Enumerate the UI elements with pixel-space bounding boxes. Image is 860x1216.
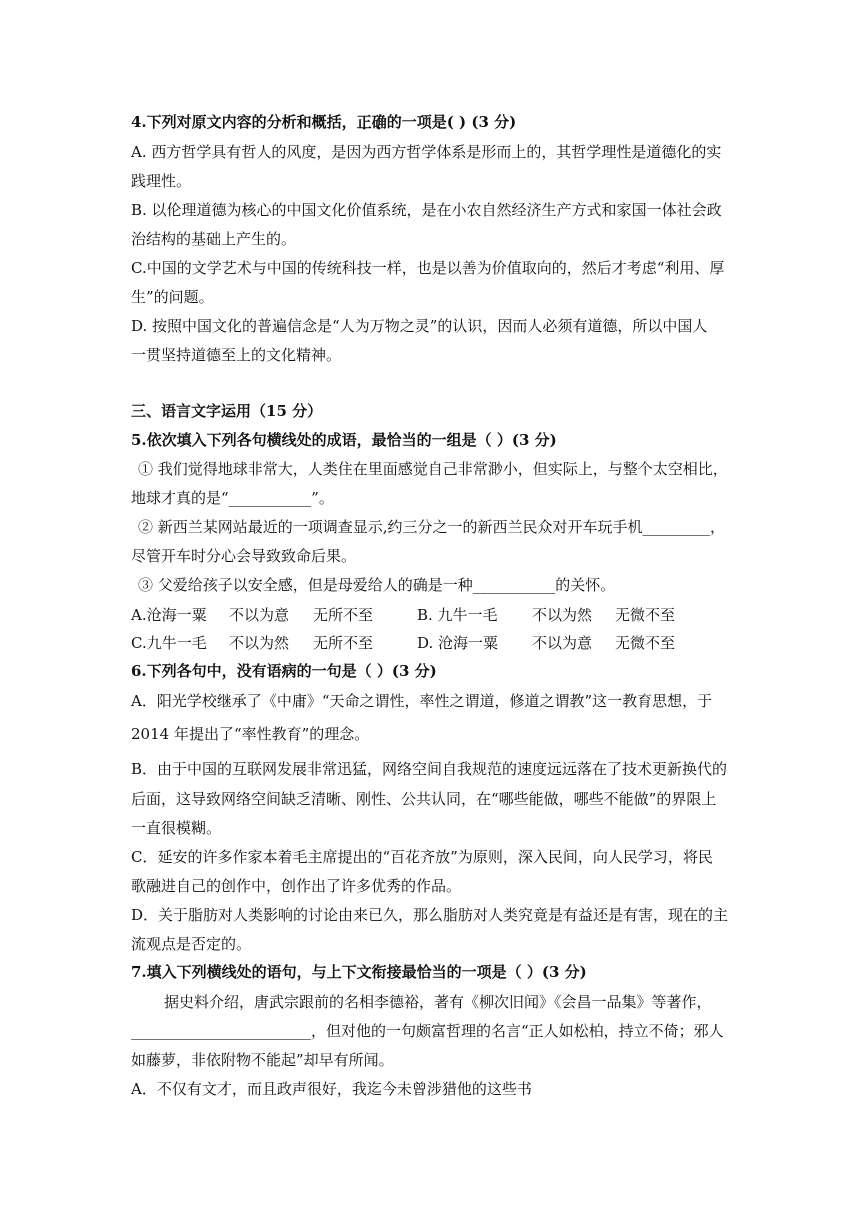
q5-line: ② 新西兰某网站最近的一项调查显示,约三分之一的新西兰民众对开车玩手机_________， <box>138 518 726 536</box>
q6-line: C．延安的许多作家本着毛主席提出的“百花齐放”为原则，深入民间，向人民学习，将民 <box>131 848 713 866</box>
q4-line: A. 西方哲学具有哲人的风度，是因为西方哲学体系是形而上的，其哲学理性是道德化的实 <box>131 143 722 161</box>
q5-line: ① 我们觉得地球非常大，人类住在里面感觉自己非常渺小，但实际上，与整个太空相比， <box>138 460 728 478</box>
q4-line: C.中国的文学艺术与中国的传统科技一样，也是以善为价值取向的，然后才考虑“利用、厚 <box>131 259 725 277</box>
q6-line: 歌融进自己的创作中，创作出了许多优秀的作品。 <box>131 877 462 895</box>
q4-emphasis-char-1: 正 <box>356 113 372 131</box>
q4-stem <box>131 112 516 132</box>
q5-option-word: 无所不至 <box>313 606 374 624</box>
q6-line: A．阳光学校继承了《中庸》“天命之谓性，率性之谓道，修道之谓教”这一教育思想，于 <box>131 692 713 710</box>
q5-option-word: 不以为然 <box>532 606 593 624</box>
q7-line: A．不仅有文才，而且政声很好，我迄今未曾涉猎他的这些书 <box>131 1080 532 1098</box>
q4-line: 生”的问题。 <box>131 288 214 306</box>
q5-option-d: D. 沧海一粟 <box>417 634 499 652</box>
q4-emphasis-char-2: 确 <box>371 113 387 131</box>
q4-line: 践理性。 <box>131 172 192 190</box>
q4-stem-post: 的一项是( ) (3 分) <box>386 113 517 131</box>
q6-line: D．关于脂肪对人类影响的讨论由来已久，那么脂肪对人类究竟是有益还是有害，现在的主 <box>131 906 729 924</box>
q4-line: B. 以伦理道德为核心的中国文化价值系统，是在小农自然经济生产方式和家国一体社会政 <box>131 201 722 219</box>
q4-line: 一贯坚持道德至上的文化精神。 <box>131 346 342 364</box>
q5-option-word: 无所不至 <box>313 634 374 652</box>
q5-line: 尽管开车时分心会导致致命后果。 <box>131 547 357 565</box>
q5-stem: 5.依次填入下列各句横线处的成语，最恰当的一组是（ ）(3 分) <box>131 431 557 449</box>
q5-option-word: 无微不至 <box>615 634 676 652</box>
q5-option-word: 不以为意 <box>532 634 593 652</box>
q5-option-c: C.九牛一毛 <box>131 634 207 652</box>
q5-option-word: 不以为意 <box>229 606 290 624</box>
q4-stem-pre: 4.下列对原文内容的分析和概括， <box>131 113 357 131</box>
q6-line: 后面，这导致网络空间缺乏清晰、刚性、公共认同，在“哪些能做，哪些不能做”的界限上 <box>131 790 717 808</box>
q5-option-b: B. 九牛一毛 <box>417 606 498 624</box>
q6-line: 2014 年提出了“率性教育”的理念。 <box>131 725 370 743</box>
q7-line: ________________________，但对他的一句颇富哲理的名言“正人如松柏，持立不倚；邪人 <box>131 1022 724 1040</box>
q6-line: 一直很模糊。 <box>131 819 222 837</box>
q5-line: ③ 父爱给孩子以安全感，但是母爱给人的确是一种___________的关怀。 <box>138 576 616 594</box>
section-title: 三、语言文字运用（15 分） <box>131 402 323 420</box>
q6-line: B．由于中国的互联网发展非常迅猛，网络空间自我规范的速度远远落在了技术更新换代的 <box>131 760 728 778</box>
q4-line: D. 按照中国文化的普遍信念是“人为万物之灵”的认识，因而人必须有道德，所以中国人 <box>131 317 708 335</box>
q6-stem: 6.下列各句中，没有语病的一句是（ ）(3 分) <box>131 662 437 680</box>
q7-line: 如藤萝，非依附物不能起”却早有所闻。 <box>131 1051 394 1069</box>
q5-option-a: A.沧海一粟 <box>131 606 207 624</box>
q7-line: 据史料介绍，唐武宗跟前的名相李德裕，著有《柳次旧闻》《会昌一品集》等著作， <box>164 993 712 1011</box>
q7-stem: 7.填入下列横线处的语句，与上下文衔接最恰当的一项是（ ）(3 分) <box>131 963 587 981</box>
q5-option-word: 不以为然 <box>229 634 290 652</box>
q4-line: 治结构的基础上产生的。 <box>131 230 297 248</box>
q5-line: 地球才真的是“___________”。 <box>131 489 334 507</box>
q6-line: 流观点是否定的。 <box>131 935 252 953</box>
q5-option-word: 无微不至 <box>615 606 676 624</box>
